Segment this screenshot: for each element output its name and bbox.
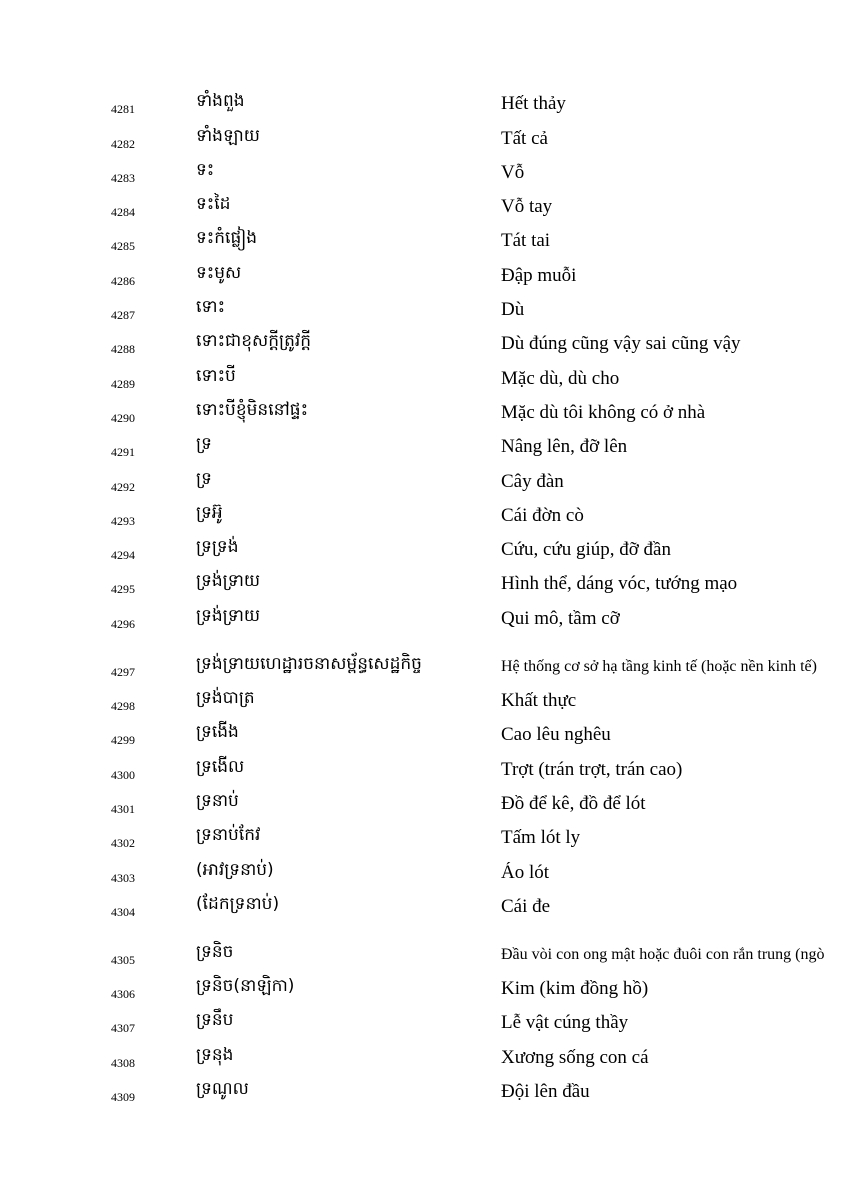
entry-vietnamese-translation: Nâng lên, đỡ lên — [501, 436, 628, 458]
entry-number: 4305 — [111, 952, 135, 967]
entry-vietnamese-translation: Cứu, cứu giúp, đỡ đần — [501, 539, 671, 561]
entry-row — [0, 360, 848, 394]
entry-khmer-term: ទ្រនិច — [196, 941, 234, 962]
entry-row — [0, 1039, 848, 1073]
entry-number: 4285 — [111, 239, 135, 254]
entry-number: 4307 — [111, 1021, 135, 1036]
entry-number: 4289 — [111, 376, 135, 391]
entry-number: 4291 — [111, 445, 135, 460]
entry-vietnamese-translation: Hệ thống cơ sở hạ tầng kinh tế (hoặc nền kinh tế) — [501, 657, 817, 675]
entry-number: 4304 — [111, 904, 135, 919]
entry-row — [0, 600, 848, 634]
entry-vietnamese-translation: Khất thực — [501, 690, 577, 712]
entry-number: 4293 — [111, 513, 135, 528]
entry-row — [0, 786, 848, 820]
entry-khmer-term: ទ្រង់ទ្រាយ — [196, 605, 261, 626]
entry-vietnamese-translation: Kim (kim đồng hồ) — [501, 978, 649, 1000]
entry-row — [0, 532, 848, 566]
entry-vietnamese-translation: Xương sống con cá — [501, 1046, 649, 1068]
entry-khmer-term: ទ្រនាប់ — [196, 790, 239, 811]
entry-khmer-term: ទ្រ — [196, 434, 212, 455]
entry-vietnamese-translation: Trợt (trán trợt, trán cao) — [501, 758, 683, 780]
entry-vietnamese-translation: Cái đờn cò — [501, 504, 584, 526]
entry-khmer-term: ទោះបីខ្ញុំមិននៅផ្ទះ — [196, 399, 309, 420]
entry-number: 4303 — [111, 870, 135, 885]
entry-row — [0, 566, 848, 600]
entry-number: 4284 — [111, 205, 135, 220]
entry-khmer-term: ទះកំផ្លៀង — [196, 228, 258, 249]
entry-row — [0, 717, 848, 751]
entry-row — [0, 820, 848, 854]
entry-row — [0, 120, 848, 154]
entry-row — [0, 429, 848, 463]
entry-row — [0, 683, 848, 717]
entry-row — [0, 189, 848, 223]
entry-khmer-term: ទះដៃ — [196, 194, 231, 215]
entry-row — [0, 326, 848, 360]
entry-vietnamese-translation: Tất cả — [501, 127, 548, 149]
entry-row — [0, 854, 848, 888]
entry-list — [0, 86, 848, 1108]
entry-khmer-term: ទាំងឡាយ — [196, 125, 260, 146]
entry-number: 4309 — [111, 1090, 135, 1105]
entry-row — [0, 155, 848, 189]
entry-number: 4281 — [111, 102, 135, 117]
entry-vietnamese-translation: Cao lêu nghêu — [501, 724, 611, 746]
entry-number: 4286 — [111, 273, 135, 288]
entry-row — [0, 751, 848, 785]
entry-vietnamese-translation: Đập muỗi — [501, 264, 577, 286]
entry-khmer-term: (ដែកទ្រនាប់) — [196, 893, 280, 914]
entry-row — [0, 257, 848, 291]
entry-khmer-term: ទាំងពួង — [196, 91, 245, 112]
entry-khmer-term: ទ្រនាប់កែវ — [196, 825, 261, 846]
entry-row — [0, 923, 848, 971]
entry-vietnamese-translation: Qui mô, tầm cỡ — [501, 607, 620, 629]
entry-vietnamese-translation: Đội lên đầu — [501, 1081, 590, 1103]
entry-khmer-term: ទ្រនុង — [196, 1044, 234, 1065]
entry-number: 4283 — [111, 170, 135, 185]
entry-row — [0, 971, 848, 1005]
entry-vietnamese-translation: Áo lót — [501, 861, 550, 883]
entry-khmer-term: ទ្រអ៊ូ — [196, 502, 223, 523]
entry-number: 4287 — [111, 308, 135, 323]
entry-row — [0, 395, 848, 429]
entry-khmer-term: ទ្រង់បាត្រ — [196, 688, 255, 709]
entry-khmer-term: ទ្រណូល — [196, 1079, 249, 1100]
entry-row — [0, 292, 848, 326]
entry-vietnamese-translation: Mặc dù tôi không có ở nhà — [501, 401, 706, 423]
entry-number: 4306 — [111, 987, 135, 1002]
entry-khmer-term: ទ្រង់ទ្រាយហេដ្ឋារចនាសម្ព័ន្ធសេដ្ឋកិច្ច — [196, 653, 422, 674]
entry-vietnamese-translation: Tấm lót ly — [501, 827, 581, 849]
entry-row — [0, 1074, 848, 1108]
entry-khmer-term: ទ្រទ្រង់ — [196, 537, 239, 558]
entry-number: 4299 — [111, 733, 135, 748]
entry-khmer-term: ទ្រនិច(នាឡិកា) — [196, 976, 295, 997]
entry-khmer-term: ទ្រនឹប — [196, 1010, 234, 1031]
entry-vietnamese-translation: Hết thảy — [501, 93, 566, 115]
entry-vietnamese-translation: Tát tai — [501, 230, 551, 252]
entry-row — [0, 889, 848, 923]
entry-khmer-term: ទ្រងើល — [196, 756, 245, 777]
entry-khmer-term: ទោះជាខុសក្តីត្រូវក្តី — [196, 331, 312, 352]
entry-vietnamese-translation: Đồ để kê, đồ để lót — [501, 792, 646, 814]
entry-vietnamese-translation: Mặc dù, dù cho — [501, 367, 620, 389]
entry-vietnamese-translation: Cái đe — [501, 895, 551, 917]
entry-row — [0, 1005, 848, 1039]
entry-vietnamese-translation: Lễ vật cúng thầy — [501, 1012, 629, 1034]
entry-vietnamese-translation: Hình thể, dáng vóc, tướng mạo — [501, 573, 738, 595]
entry-khmer-term: (អាវទ្រនាប់) — [196, 859, 274, 880]
entry-number: 4282 — [111, 136, 135, 151]
entry-number: 4308 — [111, 1055, 135, 1070]
entry-row — [0, 635, 848, 683]
entry-number: 4298 — [111, 699, 135, 714]
entry-vietnamese-translation: Dù — [501, 299, 525, 321]
entry-number: 4295 — [111, 582, 135, 597]
entry-row — [0, 498, 848, 532]
entry-khmer-term: ទះ — [196, 159, 215, 180]
entry-number: 4296 — [111, 616, 135, 631]
entry-number: 4290 — [111, 410, 135, 425]
entry-number: 4292 — [111, 479, 135, 494]
entry-number: 4301 — [111, 801, 135, 816]
entry-khmer-term: ទ្រ — [196, 468, 212, 489]
entry-vietnamese-translation: Cây đàn — [501, 470, 564, 492]
entry-khmer-term: ទោះបី — [196, 365, 236, 386]
entry-number: 4302 — [111, 836, 135, 851]
entry-row — [0, 223, 848, 257]
entry-khmer-term: ទ្រងើង — [196, 722, 239, 743]
entry-row — [0, 463, 848, 497]
entry-number: 4294 — [111, 548, 135, 563]
entry-khmer-term: ទោះ — [196, 297, 226, 318]
entry-vietnamese-translation: Dù đúng cũng vậy sai cũng vậy — [501, 333, 741, 355]
entry-khmer-term: ទះមូស — [196, 262, 242, 283]
entry-khmer-term: ទ្រង់ទ្រាយ — [196, 571, 261, 592]
entry-vietnamese-translation: Vỗ tay — [501, 196, 553, 218]
entry-number: 4300 — [111, 767, 135, 782]
entry-number: 4297 — [111, 664, 135, 679]
entry-vietnamese-translation: Vỗ — [501, 161, 525, 183]
entry-row — [0, 86, 848, 120]
entry-vietnamese-translation: Đầu vòi con ong mật hoặc đuôi con rắn trung (ngò — [501, 945, 825, 963]
entry-number: 4288 — [111, 342, 135, 357]
